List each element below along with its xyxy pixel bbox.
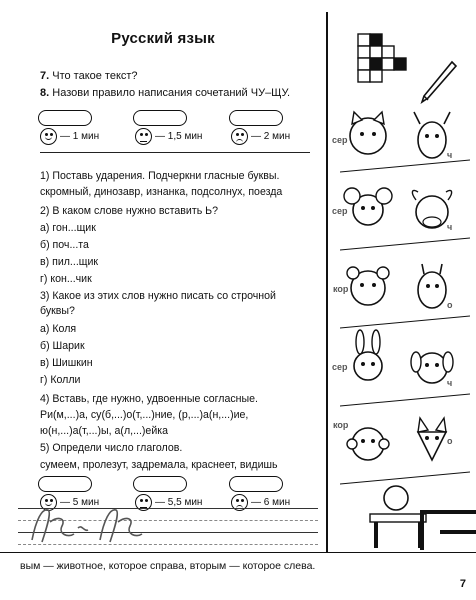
task-1-heading: 1) Поставь ударения. Подчеркни гласные буквы. <box>40 170 280 182</box>
task-1-words: скромный, динозавр, изнанка, подсолнух, поезда <box>40 186 283 198</box>
task-3-option: в) Шишкин <box>40 357 93 369</box>
task-2-option: а) гон...щик <box>40 222 96 234</box>
sad-face-icon <box>231 128 248 145</box>
task-2-option: г) кон...чик <box>40 273 92 285</box>
cursive-letters-sample-icon <box>22 500 162 550</box>
smile-face-icon <box>40 128 57 145</box>
divider <box>40 152 310 153</box>
time-label: — 1,5 мин <box>155 131 203 142</box>
task-5-words: сумеем, пролезут, задремала, краснеет, видишь <box>40 459 278 471</box>
question-7: 7. Что такое текст? <box>40 70 138 82</box>
task-3-heading: 3) Какое из этих слов нужно писать со строчной <box>40 290 276 302</box>
neutral-face-icon <box>135 128 152 145</box>
task-2-option: в) пил...щик <box>40 256 99 268</box>
bottom-rule <box>0 552 476 553</box>
page-title: Русский язык <box>111 30 215 47</box>
time-label: — 1 мин <box>60 131 100 142</box>
question-8: 8. Назови правило написания сочетаний ЧУ–ЩУ. <box>40 87 291 99</box>
syllable-label: кор <box>333 420 349 430</box>
syllable-label: ч <box>447 222 453 232</box>
page-number: 7 <box>459 578 466 590</box>
task-3-option: б) Шарик <box>40 340 85 352</box>
task-2-option: б) поч...та <box>40 239 89 251</box>
syllable-label: сер <box>332 362 348 372</box>
syllable-label: о <box>447 436 453 446</box>
syllable-label: о <box>447 300 453 310</box>
bottom-instruction-text: вым — животное, которое справа, вторым — которое слева. <box>20 560 316 572</box>
task-4-heading: 4) Вставь, где нужно, удвоенные согласные. <box>40 393 258 405</box>
answer-box-1[interactable] <box>38 110 92 126</box>
answer-box-2[interactable] <box>133 110 187 126</box>
task-3-option: г) Колли <box>40 374 81 386</box>
syllable-label: сер <box>332 206 348 216</box>
time-label: — 5,5 мин <box>155 497 203 508</box>
time-label: — 6 мин <box>251 497 291 508</box>
animal-faces-illustration <box>340 110 470 550</box>
task-5-heading: 5) Определи число глаголов. <box>40 442 183 454</box>
syllable-label: ч <box>447 150 453 160</box>
syllable-label: ч <box>447 378 453 388</box>
answer-box-6[interactable] <box>229 476 283 492</box>
syllable-label: кор <box>333 284 349 294</box>
stair-step <box>440 530 476 534</box>
pencil-icon <box>418 58 458 108</box>
answer-box-5[interactable] <box>133 476 187 492</box>
block-grid-icon <box>352 28 416 92</box>
task-2-heading: 2) В каком слове нужно вставить Ь? <box>40 205 219 217</box>
task-4-line: ю(н,...)а(т,...)ы, а(л,...)ейка <box>40 425 168 437</box>
task-4-line: Ри(м,...)а, су(б,...)о(т,...)ние, (р,...)а(н,...)ие, <box>40 409 249 421</box>
time-label: — 5 мин <box>60 497 100 508</box>
stair-step <box>420 510 424 550</box>
answer-box-3[interactable] <box>229 110 283 126</box>
task-3-option: а) Коля <box>40 323 77 335</box>
time-label: — 2 мин <box>251 131 291 142</box>
answer-box-4[interactable] <box>38 476 92 492</box>
syllable-label: сер <box>332 135 348 145</box>
stair-step <box>420 510 476 514</box>
task-3-heading-cont: буквы? <box>40 305 75 317</box>
